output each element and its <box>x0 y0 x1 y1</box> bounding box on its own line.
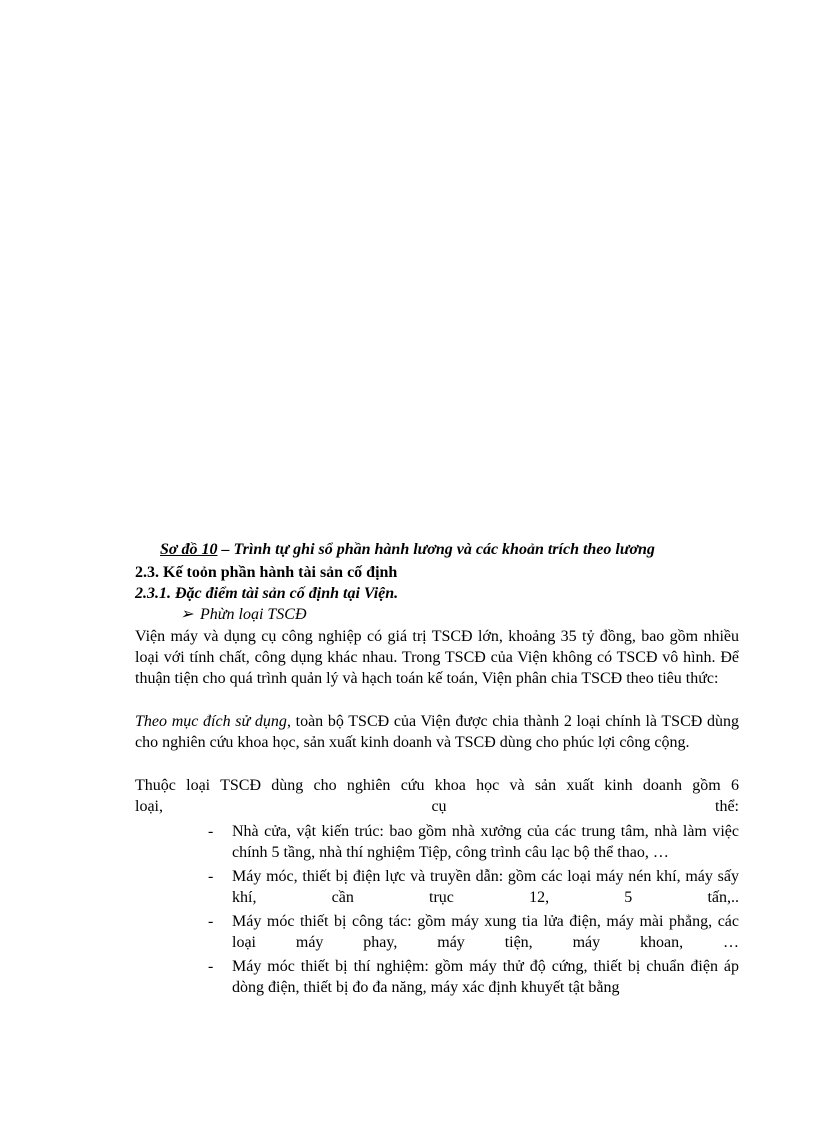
paragraph-categories-line-2: loại, cụ thể: <box>135 798 739 815</box>
usage-italic-lead: Theo mục đích sử dụng <box>135 713 287 730</box>
paragraph-usage <box>135 711 739 753</box>
diagram-caption <box>160 540 655 560</box>
dash-bullet: - <box>208 958 214 975</box>
list-item <box>208 821 739 863</box>
list-item <box>208 866 739 908</box>
list-item <box>208 956 739 998</box>
list-item-text: Nhà cửa, vật kiến trúc: bao gồm nhà xưởng của các trung tâm, nhà làm việc chính 5 tầng, nhà thí nghiệm Tiệp, công trình câu lạc bộ thể thao, … <box>232 823 739 861</box>
section-heading-2-3: 2.3. Kế toỏn phần hành tài sản cố định <box>135 564 398 581</box>
caption-label: Sơ đồ 10 <box>160 541 218 558</box>
dash-bullet: - <box>208 868 214 885</box>
paragraph-categories-line-1: Thuộc loại TSCĐ dùng cho nghiên cứu khoa học và sản xuất kinh doanh gồm 6 <box>135 777 739 794</box>
subheading-text: Phừn loại TSCĐ <box>200 606 307 623</box>
list-item <box>208 911 739 953</box>
arrow-bullet-icon: ➢ <box>180 606 194 623</box>
section-heading-2-3-1: 2.3.1. Đặc điểm tài sản cố định tại Viện. <box>135 585 399 602</box>
dash-bullet: - <box>208 823 214 840</box>
list-item-text: Máy móc thiết bị công tác: gồm máy xung tia lửa điện, máy mài phẳng, các loại máy phay, máy tiện, máy khoan, … <box>232 913 739 951</box>
subheading-classification <box>180 605 307 625</box>
list-item-text: Máy móc thiết bị thí nghiệm: gồm máy thử độ cứng, thiết bị chuẩn điện áp dòng điện, thiết bị đo đa năng, máy xác định khuyết tật bằng <box>232 958 739 996</box>
caption-text: – Trình tự ghi sổ phần hành lương và các khoản trích theo lương <box>217 541 655 558</box>
dash-bullet: - <box>208 913 214 930</box>
usage-text: , toàn bộ TSCĐ của Viện được chia thành 2 loại chính là TSCĐ dùng cho nghiên cứu khoa học, sản xuất kinh doanh và TSCĐ dùng cho phúc lợi công cộng. <box>135 713 739 751</box>
paragraph-intro: Viện máy và dụng cụ công nghiệp có giá trị TSCĐ lớn, khoảng 35 tỷ đồng, bao gồm nhiều loại với tính chất, công dụng khác nhau. Trong TSCĐ của Viện không có TSCĐ vô hình. Để thuận tiện cho quá trình quản lý và hạch toán kế toán, Viện phân chia TSCĐ theo tiêu thức: <box>135 628 739 687</box>
asset-category-list <box>208 821 739 1001</box>
list-item-text: Máy móc, thiết bị điện lực và truyền dẫn: gồm các loại máy nén khí, máy sấy khí, cần trục 12, 5 tấn,.. <box>232 868 739 906</box>
